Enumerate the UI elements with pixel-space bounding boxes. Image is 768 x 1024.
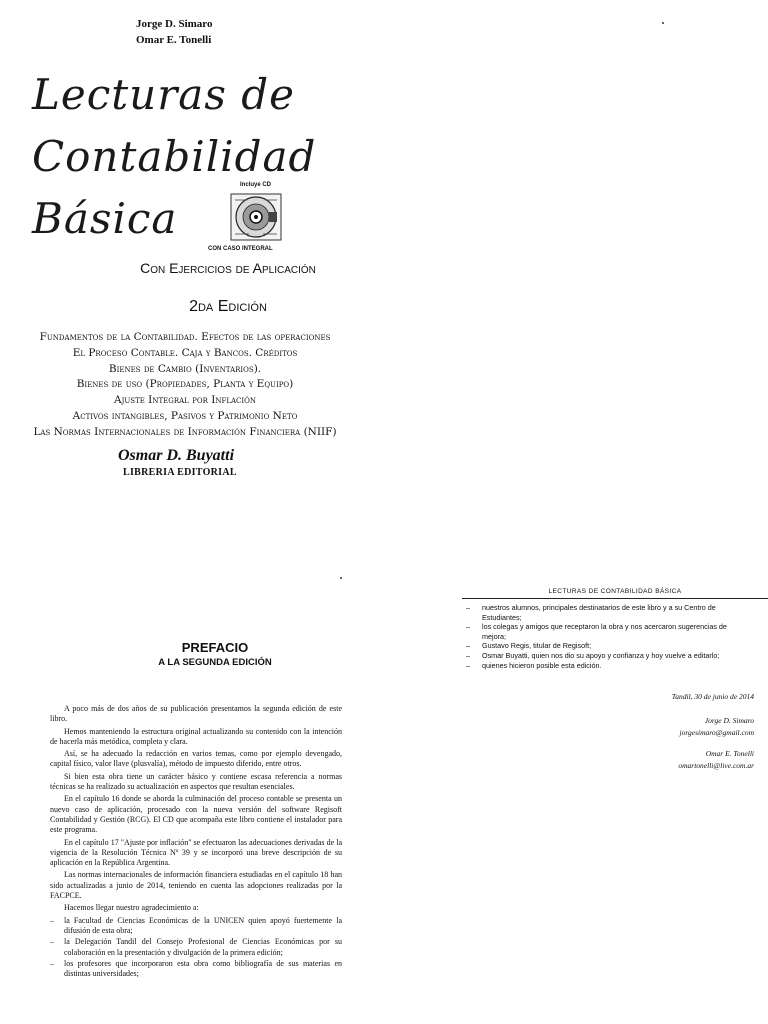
author-name: Jorge D. Simaro xyxy=(136,18,213,30)
running-head: LECTURAS DE CONTABILIDAD BÁSICA xyxy=(548,588,682,595)
preface-body xyxy=(50,704,342,980)
preface-title: PREFACIO xyxy=(181,640,249,655)
preface-paragraph: Las normas internacionales de información financiera estudiadas en el capítulo 18 han sido actualizadas a junio de 2014, teniendo en cuenta las adopciones realizadas por la FACPCE. xyxy=(50,870,342,901)
publisher-name: LIBRERIA EDITORIAL xyxy=(123,467,237,478)
thanks-list-continued xyxy=(466,603,742,670)
edition-label: 2da Edición xyxy=(189,298,267,315)
thanks-item: – Gustavo Regis, titular de Regisoft; xyxy=(466,641,742,651)
topic-item: Bienes de uso (Propiedades, Planta y Equipo) xyxy=(76,378,294,391)
topic-item: Ajuste Integral por Inflación xyxy=(113,394,257,407)
topics-list xyxy=(0,330,370,441)
date-line: Tandil, 30 de junio de 2014 xyxy=(671,692,754,701)
thanks-list xyxy=(50,916,342,980)
publisher-author: Osmar D. Buyatti xyxy=(118,447,235,464)
author-name: Omar E. Tonelli xyxy=(136,34,212,46)
signature-email: omartonelli@live.com.ar xyxy=(678,761,754,770)
thanks-item: – quienes hicieron posible esta edición. xyxy=(466,661,742,671)
scan-speck xyxy=(662,22,664,24)
preface-paragraph: A poco más de dos años de su publicación presentamos la segunda edición de este libro. xyxy=(50,704,342,724)
signature-name: Jorge D. Simaro xyxy=(704,716,754,725)
thanks-item: – los profesores que incorporaron esta obra como bibliografía de sus materias en distintas universidades; xyxy=(50,959,342,980)
header-rule xyxy=(462,598,768,599)
preface-paragraph: Hemos manteniendo la estructura original actualizando su contenido con la intención de hacerla más metódica, completa y clara. xyxy=(50,726,342,746)
cd-disc-icon xyxy=(229,190,283,244)
thanks-item: – la Facultad de Ciencias Económicas de la UNICEN quien apoyó fuertemente la difusión de esta obra; xyxy=(50,916,342,937)
cover-authors xyxy=(136,16,212,48)
topic-item: Bienes de Cambio (Inventarios). xyxy=(108,362,262,375)
signature-name: Omar E. Tonelli xyxy=(705,749,754,758)
thanks-item: – Osmar Buyatti, quien nos dio su apoyo y confianza y hoy vuelve a editarlo; xyxy=(466,651,742,661)
scan-speck xyxy=(340,577,342,579)
signature-email: jorgesimaro@gmail.com xyxy=(679,728,754,737)
book-title-line: Lecturas de xyxy=(32,70,295,119)
book-title-line: Contabilidad xyxy=(32,132,317,181)
topic-item: Activos intangibles, Pasivos y Patrimonio Neto xyxy=(72,409,298,422)
topic-item: Las Normas Internacionales de Información Financiera (NIIF) xyxy=(33,425,337,438)
cd-badge-caption: CON CASO INTEGRAL xyxy=(208,246,273,252)
thanks-item: – los colegas y amigos que receptaron la obra y nos acercaron sugerencias de mejora; xyxy=(466,622,742,641)
preface-subtitle: A LA SEGUNDA EDICIÓN xyxy=(158,657,272,668)
preface-paragraph: Si bien esta obra tiene un carácter básico y contiene escasa referencia a normas técnicas se ha realizado su actualización en aspectos que resultan esenciales. xyxy=(50,771,342,792)
preface-paragraph: En el capítulo 17 "Ajuste por inflación" se efectuaron las adecuaciones derivadas de la vigencia de la Resolución Técnica Nº 39 y se incorporó una breve descripción de su aplicación en la República Argentina. xyxy=(50,837,342,868)
preface-paragraph: Hacemos llegar nuestro agradecimiento a: xyxy=(64,903,199,913)
topic-item: El Proceso Contable. Caja y Bancos. Créditos xyxy=(72,346,298,359)
preface-paragraph: Así, se ha adecuado la redacción en varios temas, como por ejemplo devengado, capital físico, valor llave (plusvalía), método de impuesto diferido, entre otros. xyxy=(50,749,342,769)
thanks-item: – nuestros alumnos, principales destinatarios de este libro y a su Centro de Estudiantes; xyxy=(466,603,742,622)
cd-badge-caption: Incluye CD xyxy=(240,182,272,188)
book-subtitle: Con Ejercicios de Aplicación xyxy=(140,260,316,276)
thanks-item: – la Delegación Tandil del Consejo Profesional de Ciencias Económicas por su colaboración en la presentación y divulgación de la primera edición; xyxy=(50,937,342,958)
book-title-line: Básica xyxy=(32,194,178,243)
preface-paragraph: En el capítulo 16 donde se aborda la culminación del proceso contable se presenta un nuevo caso de aplicación, procesado con la nueva versión del software Regisoft Contabilidad y Gestión (RCG). El CD que acompaña este libro contiene el instalador para este programa. xyxy=(50,794,342,835)
topic-item: Fundamentos de la Contabilidad. Efectos de las operaciones xyxy=(39,331,331,343)
